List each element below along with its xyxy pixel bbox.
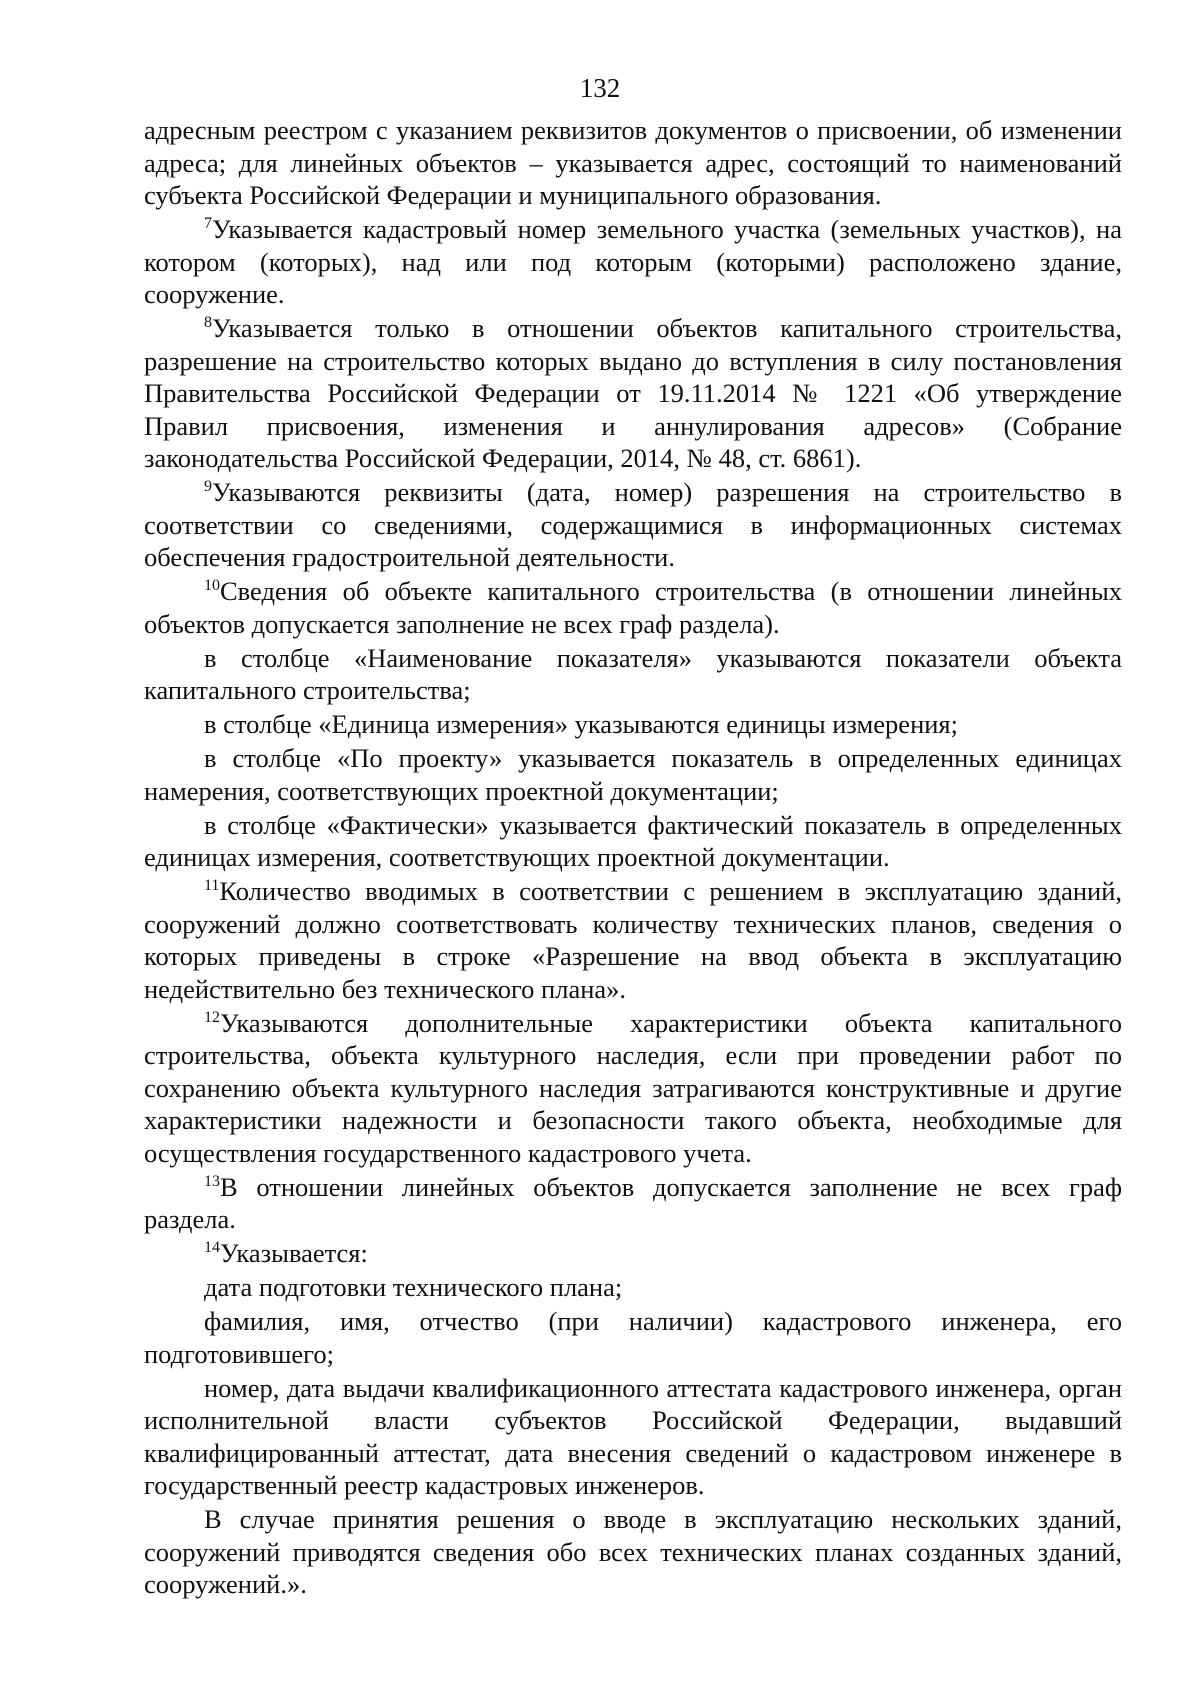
- footnote-12: [144, 1007, 1122, 1170]
- paragraph-text: В случае принятия решения о вводе в эксплуатацию нескольких зданий, сооружений приводятся сведения обо всех технических планах созданных зданий, сооружений.».: [144, 1504, 1122, 1599]
- paragraph-text: дата подготовки технического плана;: [204, 1272, 623, 1302]
- paragraph-text: Сведения об объекте капитального строительства (в отношении линейных объектов допускается заполнение не всех граф раздела).: [144, 576, 1122, 639]
- paragraph-text: Указываются реквизиты (дата, номер) разрешения на строительство в соответствии со сведениями, содержащимися в информационных системах обеспечения градостроительной деятельности.: [144, 477, 1122, 572]
- paragraph-1: [144, 114, 1122, 212]
- paragraph-text: Указывается:: [220, 1238, 368, 1268]
- paragraph-text: Количество вводимых в соответствии с решением в эксплуатацию зданий, сооружений должно соответствовать количеству технических планов, сведения о которых приведены в строке «Разрешение на ввод объекта в эксплуатацию недействительно без технического плана».: [144, 876, 1122, 1004]
- footnote-13: [144, 1171, 1122, 1236]
- footnote-marker: 12: [204, 1008, 220, 1026]
- paragraph-text: в столбце «Наименование показателя» указываются показатели объекта капитального строительства;: [144, 642, 1122, 705]
- paragraph-column-unit: [144, 708, 1122, 741]
- body-text: [144, 114, 1122, 1601]
- paragraph-text: в столбце «Единица измерения» указываются единицы измерения;: [204, 709, 958, 739]
- footnote-7: [144, 213, 1122, 311]
- footnote-marker: 11: [204, 877, 220, 894]
- paragraph-plan-date: [144, 1271, 1122, 1304]
- paragraph-text: Указывается только в отношении объектов капитального строительства, разрешение на строительство которых выдано до вступления в силу постановления Правительства Российской Федерации от 19.11.2014 № 1221 «Об утверждение Правил присвоения, изменения и аннулирования адресов» (Собрание законодательства Российской Федерации, 2014, № 48, ст. 6861).: [144, 313, 1122, 473]
- paragraph-text: номер, дата выдачи квалификационного аттестата кадастрового инженера, орган исполнительной власти субъектов Российской Федерации, выдавший квалифицированный аттестат, дата внесения сведений о кадастровом инженере в государственный реестр кадастровых инженеров.: [144, 1372, 1122, 1500]
- page-number: 132: [579, 73, 621, 103]
- footnote-10: [144, 575, 1122, 640]
- footnote-marker: 9: [204, 478, 212, 495]
- paragraph-text: Указываются дополнительные характеристики объекта капитального строительства, объекта культурного наследия, если при проведении работ по сохранению объекта культурного наследия затрагиваются конструктивные и другие характеристики надежности и безопасности такого объекта, необходимые для осуществления государственного кадастрового учета.: [144, 1007, 1122, 1168]
- paragraph-multiple-buildings: [144, 1503, 1122, 1601]
- footnote-marker: 8: [204, 314, 212, 331]
- paragraph-column-actual: [144, 809, 1122, 874]
- footnote-8: [144, 312, 1122, 475]
- paragraph-text: Указывается кадастровый номер земельного участка (земельных участков), на котором (которых), над или под которым (которыми) расположено здание, сооружение.: [144, 214, 1122, 309]
- paragraph-text: в столбце «Фактически» указывается фактический показатель в определенных единицах измерения, соответствующих проектной документации.: [144, 809, 1122, 872]
- footnote-11: [144, 875, 1122, 1005]
- footnote-marker: 10: [204, 577, 220, 594]
- footnote-marker: 7: [204, 215, 212, 232]
- paragraph-engineer-name: [144, 1305, 1122, 1370]
- paragraph-text: фамилия, имя, отчество (при наличии) кадастрового инженера, его подготовившего;: [144, 1306, 1122, 1369]
- footnote-marker: 13: [204, 1172, 220, 1190]
- footnote-14: [144, 1237, 1122, 1270]
- paragraph-column-name: [144, 642, 1122, 707]
- paragraph-text: адресным реестром с указанием реквизитов документов о присвоении, об изменении адреса; для линейных объектов – указывается адрес, состоящий то наименований субъекта Российской Федерации и муниципального образования.: [144, 115, 1122, 210]
- paragraph-certificate: [144, 1372, 1122, 1502]
- footnote-9: [144, 476, 1122, 574]
- paragraph-text: в столбце «По проекту» указывается показатель в определенных единицах намерения, соответствующих проектной документации;: [144, 743, 1122, 806]
- paragraph-text: В отношении линейных объектов допускается заполнение не всех граф раздела.: [144, 1171, 1122, 1234]
- footnote-marker: 14: [204, 1239, 220, 1256]
- paragraph-column-project: [144, 742, 1122, 807]
